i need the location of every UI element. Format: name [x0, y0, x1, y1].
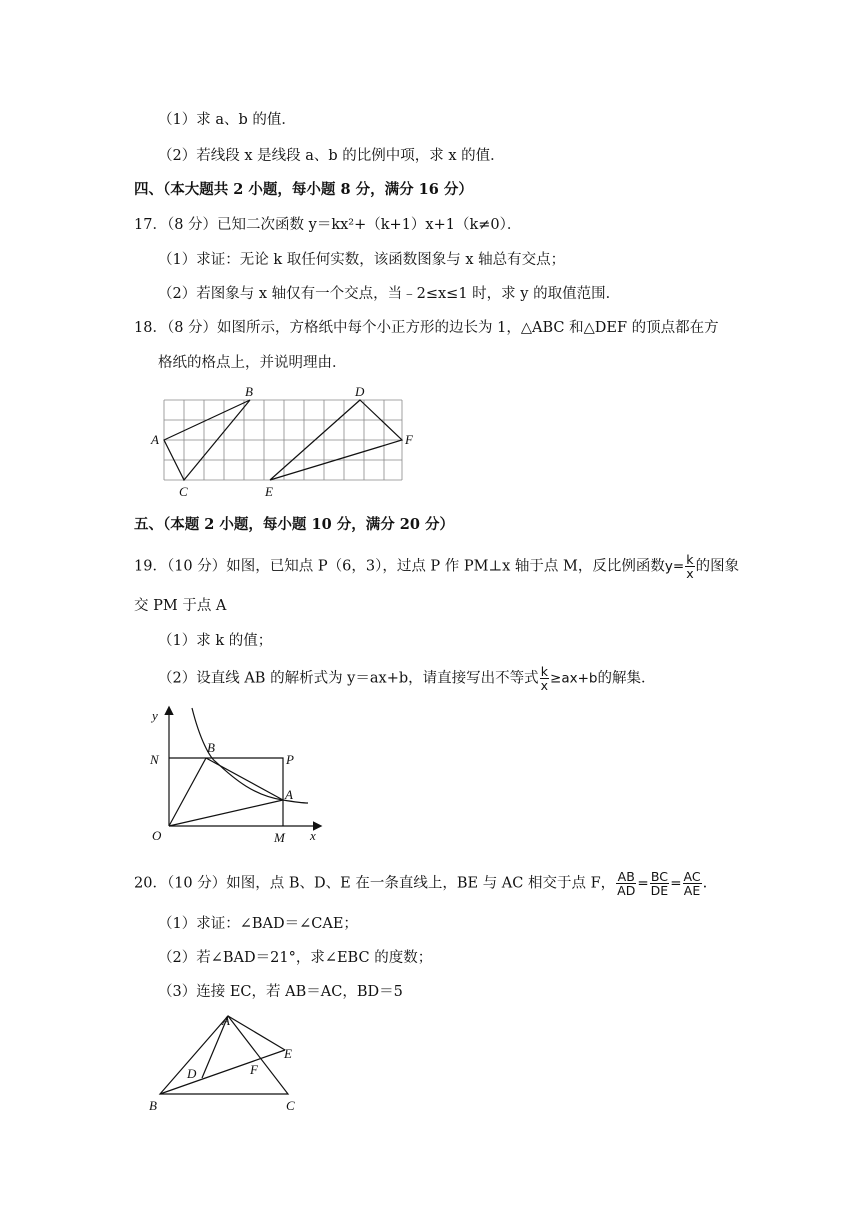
fig19-label-x: x — [310, 828, 316, 843]
fig19-label-o: O — [152, 828, 162, 843]
k-over-x-fraction — [685, 553, 694, 580]
q20-stem-text: 20．（10 分）如图，点 B、D、E 在一条直线上，BE 与 AC 相交于点 F， — [134, 875, 616, 892]
q20-stem — [134, 870, 707, 897]
section-5-heading: 五、（本题 2 小题，每小题 10 分，满分 20 分） — [134, 516, 454, 533]
fig19-label-n: N — [150, 752, 159, 767]
q17-stem: 17．（8 分）已知二次函数 y＝kx²+（k+1）x+1（k≠0）． — [134, 217, 522, 233]
ratio-bc-de — [650, 870, 670, 897]
q20-part1: （1）求证：∠BAD＝∠CAE； — [158, 916, 358, 932]
q19-stem-text: 19．（10 分）如图，已知点 P（6，3），过点 P 作 PM⊥x 轴于点 M，反比例函数 — [134, 558, 665, 575]
fig18-label-f: F — [405, 432, 413, 447]
fig20-label-e: E — [284, 1046, 292, 1061]
fig20-label-b: B — [149, 1098, 157, 1113]
fig19-label-p: P — [286, 752, 294, 767]
q19-part2-text: （2）设直线 AB 的解析式为 y＝ax+b，请直接写出不等式 — [158, 670, 539, 687]
q16-part1: （1）求 a、b 的值． — [158, 112, 296, 128]
q20-part3: （3）连接 EC，若 AB＝AC，BD＝5 — [158, 984, 403, 1000]
eq-sign-2: = — [670, 875, 682, 892]
ratio-ab-ad — [616, 870, 636, 897]
fig20-label-c: C — [286, 1098, 295, 1113]
fig19-label-y: y — [152, 708, 158, 723]
q19-part2 — [158, 665, 656, 692]
ratio-num-bc: BC — [650, 869, 668, 884]
q18-stem-line2: 格纸的格点上，并说明理由． — [158, 355, 347, 371]
ratio-ac-ae — [683, 870, 702, 897]
fig20-label-f: F — [250, 1062, 258, 1077]
q20-period: . — [702, 875, 708, 892]
fig18-label-d: D — [355, 384, 365, 399]
fig19-label-m: M — [274, 830, 285, 845]
q17-part2: （2）若图象与 x 轴仅有一个交点，当﹣2≤x≤1 时，求 y 的取值范围． — [158, 286, 621, 302]
ratio-den-de: DE — [650, 883, 669, 898]
q19-part1: （1）求 k 的值； — [158, 633, 273, 649]
fig19-label-a: A — [285, 787, 293, 802]
q20-part2: （2）若∠BAD＝21°，求∠EBC 的度数； — [158, 950, 433, 966]
y-equals: y= — [664, 558, 685, 575]
ratio-den-ad: AD — [617, 883, 636, 898]
fig18-label-e: E — [265, 484, 273, 499]
q20-triangle-figure — [140, 1008, 320, 1120]
fig18-label-c: C — [179, 484, 188, 499]
fig20-label-d: D — [187, 1066, 197, 1081]
ratio-num-ab: AB — [617, 869, 635, 884]
q19-part2-tail: 的解集． — [597, 670, 656, 687]
fig18-label-b: B — [245, 384, 253, 399]
q19-stem-tail: 的图象 — [695, 558, 740, 575]
fig19-label-b: B — [207, 740, 215, 755]
frac-num-k: k — [686, 552, 694, 567]
q17-part1: （1）求证：无论 k 取任何实数，该函数图象与 x 轴总有交点； — [158, 252, 566, 268]
q19-stem-line1 — [134, 553, 739, 580]
frac-num-k-2: k — [540, 664, 548, 679]
q19-stem-line2: 交 PM 于点 A — [134, 598, 227, 614]
section-4-heading: 四、（本大题共 2 小题，每小题 8 分，满分 16 分） — [134, 181, 473, 198]
ratio-num-ac: AC — [683, 869, 701, 884]
ratio-den-ae: AE — [683, 883, 701, 898]
q18-stem-line1: 18．（8 分）如图所示，方格纸中每个小正方形的边长为 1，△ABC 和△DEF 的顶点都在方 — [134, 320, 719, 336]
k-over-x-fraction-2 — [540, 665, 549, 692]
q19-graph-figure — [140, 700, 340, 850]
q16-part2: （2）若线段 x 是线段 a、b 的比例中项，求 x 的值． — [158, 148, 505, 164]
frac-den-x-2: x — [540, 678, 549, 693]
fig18-label-a: A — [151, 432, 159, 447]
inequality-rhs: ≥ax+b — [550, 670, 598, 687]
fig20-label-a: A — [222, 1013, 230, 1028]
frac-den-x: x — [686, 566, 694, 581]
q18-grid-figure — [150, 382, 420, 502]
eq-sign-1: = — [637, 875, 649, 892]
